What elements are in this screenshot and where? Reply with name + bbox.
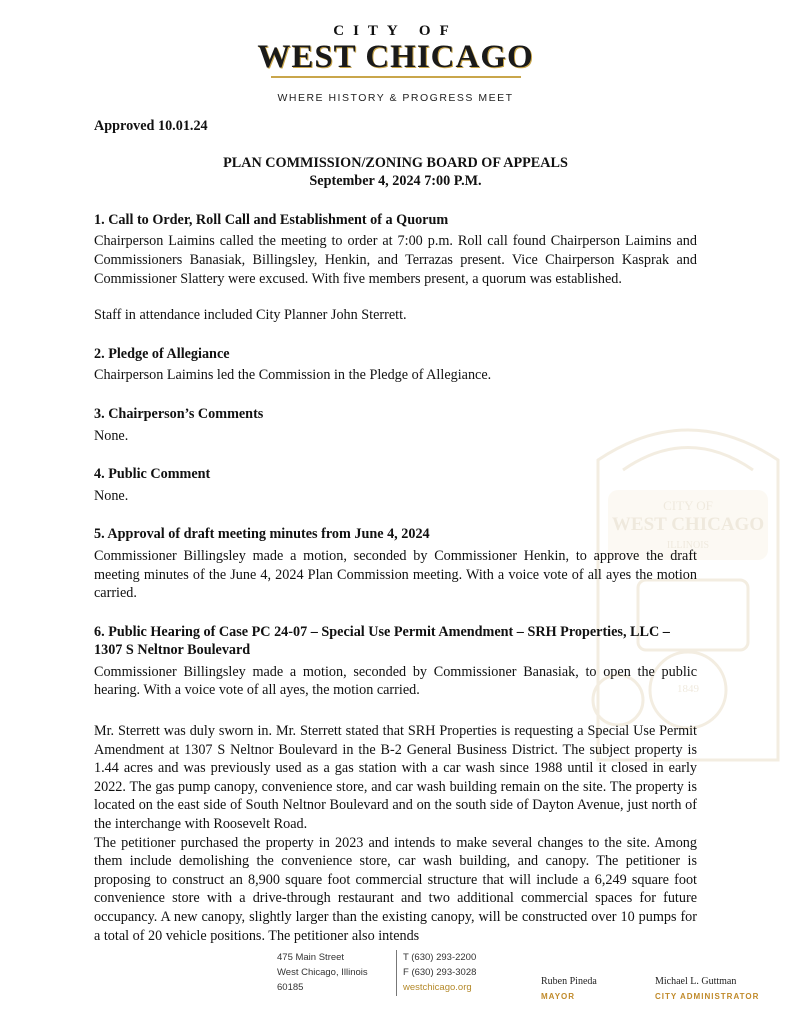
section-public-hearing	[94, 623, 697, 946]
mayor-name: Ruben Pineda	[541, 976, 597, 987]
watermark-city-name: WEST CHICAGO	[611, 514, 765, 535]
footer-address	[277, 950, 368, 995]
section-paragraph: None.	[94, 427, 129, 444]
logo-city-name: WEST CHICAGO	[257, 39, 534, 75]
section-call-to-order	[94, 211, 697, 325]
logo-city-of: CITY OF	[333, 23, 458, 39]
city-logo	[0, 22, 791, 104]
section-paragraph: Chairperson Laimins led the Commission in the Pledge of Allegiance.	[94, 367, 492, 384]
footer-fax: F (630) 293-3028	[403, 967, 477, 978]
section-heading: 1. Call to Order, Roll Call and Establishment of a Quorum	[94, 211, 449, 228]
document-title	[94, 154, 697, 191]
section-heading: 5. Approval of draft meeting minutes from June 4, 2024	[94, 526, 430, 543]
minutes-document	[94, 117, 697, 945]
section-pledge	[94, 345, 697, 385]
section-paragraph: Staff in attendance included City Planner John Sterrett.	[94, 307, 407, 324]
section-paragraph: Commissioner Billingsley made a motion, seconded by Commissioner Banasiak, to open the public hearing. With a voice vote of all ayes, the motion carried.	[94, 663, 697, 699]
footer-city: West Chicago, Illinois	[277, 967, 368, 978]
title-board-name: PLAN COMMISSION/ZONING BOARD OF APPEALS	[223, 154, 568, 171]
footer-mayor	[541, 974, 597, 1004]
watermark-city-of: CITY OF	[663, 498, 713, 513]
footer-street: 475 Main Street	[277, 952, 345, 963]
administrator-name: Michael L. Guttman	[655, 976, 737, 987]
administrator-role: CITY ADMINISTRATOR	[655, 992, 760, 1001]
footer-administrator	[655, 974, 759, 1004]
section-paragraph: Mr. Sterrett was duly sworn in. Mr. Sterrett stated that SRH Properties is requesting a Special Use Permit Amendment at 1307 S Neltnor Boulevard in the B-2 General Business District. The subject property is 1.44 acres and was previously used as a gas station with a car wash since 1988 until it closed in early 2022. The gas pump canopy, convenience store, and car wash building remain on the site. The property is located on the east side of South Neltnor Boulevard and on the south side of Dayton Avenue, just north of the interchange with Roosevelt Road.	[94, 723, 697, 833]
approval-date: Approved 10.01.24	[94, 118, 208, 134]
footer-phone: T (630) 293-2200	[403, 952, 477, 963]
title-meeting-date: September 4, 2024 7:00 P.M.	[309, 173, 482, 190]
watermark-state: ILLINOIS	[666, 540, 710, 551]
footer-contact	[396, 950, 476, 996]
section-paragraph: Chairperson Laimins called the meeting to order at 7:00 p.m. Roll call found Chairperson Laimins and Commissioners Banasiak, Billingsley, Henkin, and Terrazas present. Vice Chairperson Kasprak and Commissioner Slattery were excused. With five members present, a quorum was established.	[94, 233, 697, 287]
section-approval-minutes	[94, 525, 697, 602]
logo-tagline: WHERE HISTORY & PROGRESS MEET	[277, 92, 514, 104]
section-heading: 6. Public Hearing of Case PC 24-07 – Special Use Permit Amendment – SRH Properties, LLC – 1307 S Neltnor Boulevard	[94, 623, 670, 659]
section-paragraph: Commissioner Billingsley made a motion, seconded by Commissioner Henkin, to approve the draft meeting minutes of the June 4, 2024 Plan Commission meeting. With a voice vote of all ayes the motion carried.	[94, 547, 697, 602]
section-heading: 3. Chairperson’s Comments	[94, 405, 264, 422]
section-paragraph: The petitioner purchased the property in 2023 and intends to make several changes to the site. Among them include demolishing the convenience store, car wash building, and canopy. The petitioner is proposing to construct an 8,900 square foot commercial structure that will include a 6,249 square foot convenience store with a drive-through restaurant and two additional commercial spaces for future occupancy. A new canopy, slightly larger than the existing canopy, will be constructed over 10 pumps for a total of 20 vehicle positions. The petitioner also intends	[94, 834, 697, 944]
logo-underline	[271, 76, 521, 78]
page-footer	[0, 950, 791, 1010]
section-heading: 4. Public Comment	[94, 466, 211, 483]
footer-zip: 60185	[277, 982, 304, 993]
footer-website-link[interactable]: westchicago.org	[403, 982, 472, 993]
watermark-year: 1849	[677, 683, 699, 695]
section-chair-comments	[94, 405, 697, 445]
section-paragraph: None.	[94, 487, 129, 504]
mayor-role: MAYOR	[541, 992, 576, 1001]
section-public-comment	[94, 465, 697, 505]
section-heading: 2. Pledge of Allegiance	[94, 345, 230, 362]
